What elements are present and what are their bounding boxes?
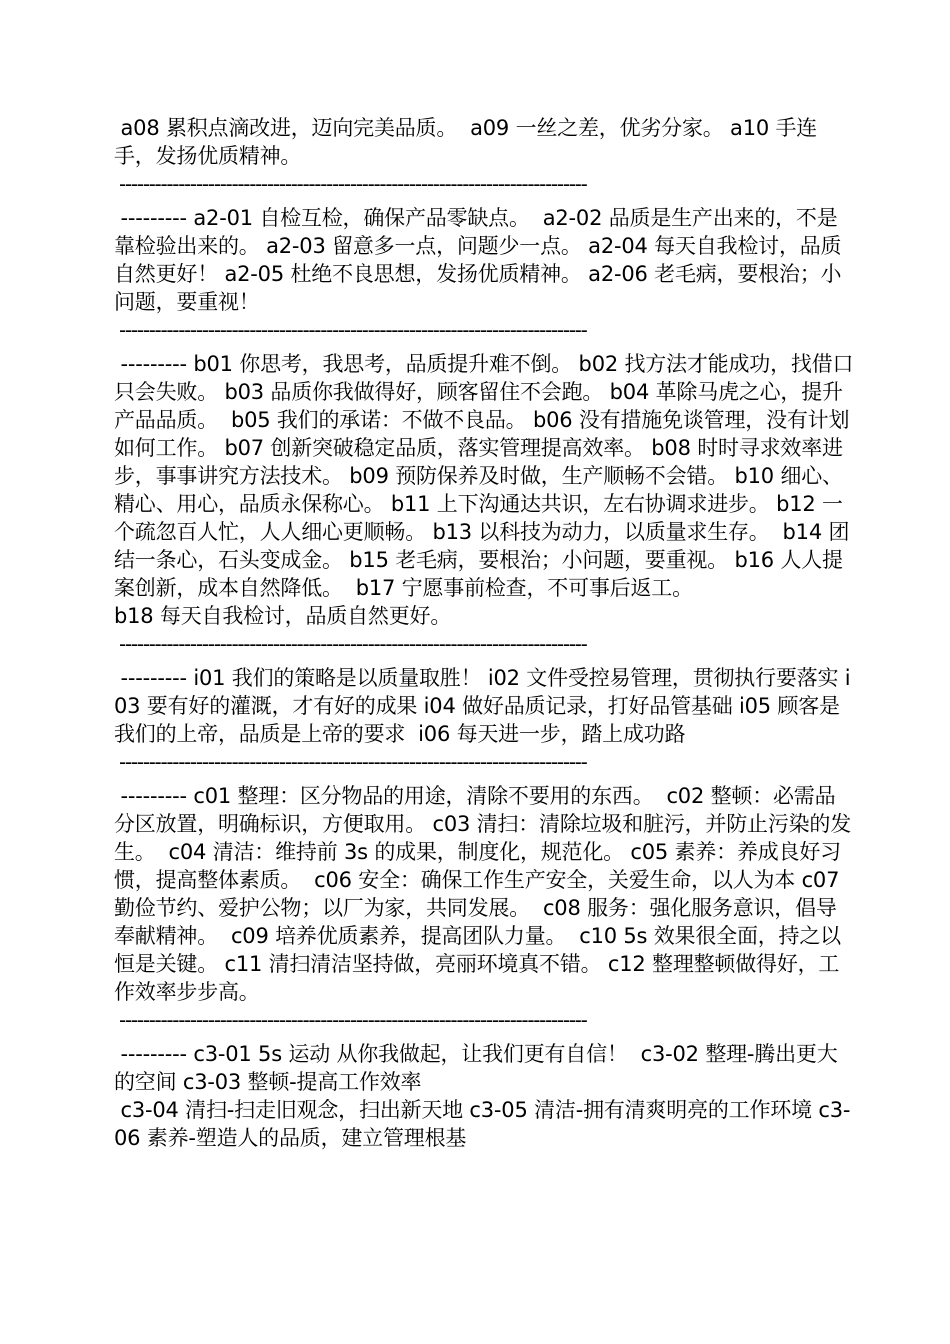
- separator-line: -------------------------------------------------------------------------------: [114, 750, 587, 774]
- separator-line: -------------------------------------------------------------------------------: [114, 318, 587, 342]
- document-page: [114, 114, 854, 1152]
- slogan-paragraph-a: a08 累积点滴改进，迈向完美品质。 a09 一丝之差，优劣分家。 a10 手连手，发扬优质精神。: [114, 116, 818, 168]
- slogan-paragraph-i: --------- i01 我们的策略是以质量取胜！ i02 文件受控易管理，贯彻执行要落实 i03 要有好的灌溉，才有好的成果 i04 做好品质记录，打好品管基础 i05 顾客是我们的上帝，品质是上帝的要求 i06 每天进一步，踏上成功路: [114, 666, 851, 746]
- slogan-paragraph-b: --------- b01 你思考，我思考，品质提升难不倒。 b02 找方法才能成功，找借口只会失败。 b03 品质你我做得好，顾客留住不会跑。 b04 革除马虎之心，提升产品品质。 b05 我们的承诺：不做不良品。 b06 没有措施免谈管理，没有计划如何工作。 b07 创新突破稳定品质，落实管理提高效率。 b08 时时寻求效率进步，事事讲究方法技术。 b09 预防保养及时做，生产顺畅不会错。 b10 细心、精心、用心，品质永保称心。 b11 上下沟通达共识，左右协调求进步。 b12 一个疏忽百人忙，人人细心更顺畅。 b13 以科技为动力，以质量求生存。 b14 团结一条心，石头变成金。 b15 老毛病，要根治；小问题，要重视。 b16 人人提案创新，成本自然降低。 b17 宁愿事前检查，不可事后返工。 b18 每天自我检讨，品质自然更好。: [114, 352, 854, 628]
- slogan-paragraph-c: --------- c01 整理：区分物品的用途，清除不要用的东西。 c02 整顿：必需品分区放置，明确标识，方便取用。 c03 清扫：清除垃圾和脏污，并防止污染的发生。 c04 清洁：维持前 3s 的成果，制度化，规范化。 c05 素养：养成良好习惯，提高整体素质。 c06 安全：确保工作生产安全，关爱生命，以人为本 c07 勤俭节约、爱护公物；以厂为家，共同发展。 c08 服务：强化服务意识，倡导奉献精神。 c09 培养优质素养，提高团队力量。 c10 5s 效果很全面，持之以恒是关键。 c11 清扫清洁坚持做，亮丽环境真不错。 c12 整理整顿做得好，工作效率步步高。: [114, 784, 852, 1004]
- separator-line: -------------------------------------------------------------------------------: [114, 1008, 587, 1032]
- slogan-paragraph-c3: --------- c3-01 5s 运动 从你我做起，让我们更有自信！ c3-02 整理-腾出更大的空间 c3-03 整顿-提高工作效率 c3-04 清扫-扫走旧观念，扫出新天地 c3-05 清洁-拥有清爽明亮的工作环境 c3-06 素养-塑造人的品质，建立管理根基: [114, 1042, 851, 1150]
- slogan-paragraph-a2: --------- a2-01 自检互检，确保产品零缺点。 a2-02 品质是生产出来的，不是靠检验出来的。 a2-03 留意多一点，问题少一点。 a2-04 每天自我检讨，品质自然更好！ a2-05 杜绝不良思想，发扬优质精神。 a2-06 老毛病，要根治；小问题，要重视！: [114, 206, 842, 314]
- separator-line: -------------------------------------------------------------------------------: [114, 172, 587, 196]
- separator-line: -------------------------------------------------------------------------------: [114, 632, 587, 656]
